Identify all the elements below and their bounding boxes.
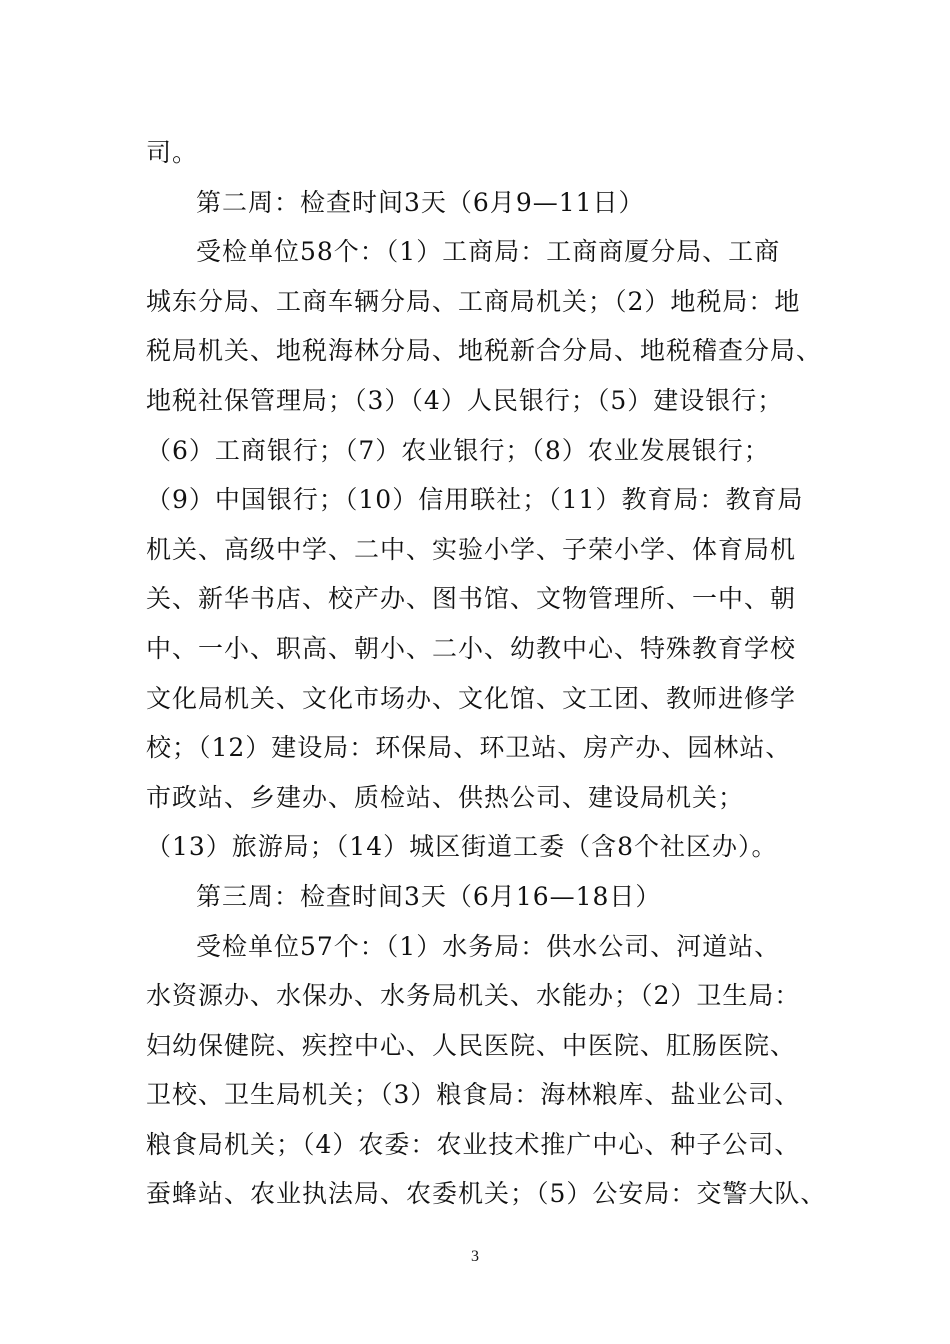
text-line: 文化局机关、文化市场办、文化馆、文工团、教师进修学 <box>146 683 797 713</box>
text-line: 第二周：检查时间3天（6月9—11日） <box>196 187 645 217</box>
text-line: 校；（12）建设局：环保局、环卫站、房产办、园林站、 <box>146 733 792 763</box>
text-line: 粮食局机关；（4）农委：农业技术推广中心、种子公司、 <box>146 1129 801 1159</box>
text-line: 妇幼保健院、疾控中心、人民医院、中医院、肛肠医院、 <box>146 1030 797 1060</box>
text-line: （9）中国银行；（10）信用联社；（11）教育局：教育局 <box>146 485 804 515</box>
text-line: 关、新华书店、校产办、图书馆、文物管理所、一中、朝 <box>146 584 797 614</box>
text-line: 卫校、卫生局机关；（3）粮食局：海林粮库、盐业公司、 <box>146 1080 801 1110</box>
text-line: 机关、高级中学、二中、实验小学、子荣小学、体育局机 <box>146 534 797 564</box>
text-line: 地税社保管理局；（3）（4）人民银行；（5）建设银行； <box>146 385 784 415</box>
text-line: 第三周：检查时间3天（6月16—18日） <box>196 881 662 911</box>
text-line: 水资源办、水保办、水务局机关、水能办；（2）卫生局： <box>146 981 801 1011</box>
text-line: 司。 <box>146 138 199 167</box>
text-line: 中、一小、职高、朝小、二小、幼教中心、特殊教育学校 <box>146 633 797 663</box>
body-text <box>146 128 836 1219</box>
text-line: 城东分局、工商车辆分局、工商局机关；（2）地税局：地 <box>146 286 801 316</box>
text-line: 受检单位57个：（1）水务局：供水公司、河道站、 <box>196 931 781 961</box>
text-line: （6）工商银行；（7）农业银行；（8）农业发展银行； <box>146 435 770 465</box>
page-number: 3 <box>471 1248 479 1265</box>
text-line: 税局机关、地税海林分局、地税新合分局、地税稽查分局、 <box>146 336 823 366</box>
text-line: （13）旅游局；（14）城区街道工委（含8个社区办）。 <box>146 832 778 862</box>
text-line: 受检单位58个：（1）工商局：工商商厦分局、工商 <box>196 237 781 267</box>
text-line: 市政站、乡建办、质检站、供热公司、建设局机关； <box>146 782 745 812</box>
text-line: 蚕蜂站、农业执法局、农委机关；（5）公安局：交警大队、 <box>146 1179 827 1209</box>
